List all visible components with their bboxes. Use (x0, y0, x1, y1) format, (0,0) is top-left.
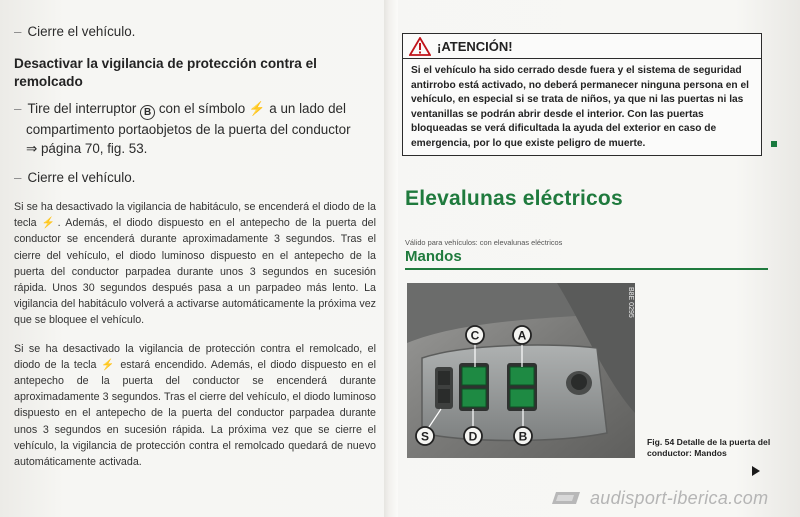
watermark: audisport-iberica.com (552, 488, 768, 509)
section-title: Elevalunas eléctricos (405, 187, 623, 210)
subsection-title: Mandos (405, 248, 462, 265)
subsection-rule (405, 268, 768, 270)
svg-text:C: C (470, 328, 480, 343)
warning-triangle-icon (409, 37, 431, 56)
step-switch-location: compartimento portaobjetos de la puerta del conductor (26, 122, 351, 137)
left-column (14, 22, 376, 470)
switch-c-bottom (462, 389, 486, 407)
callout-c (466, 326, 484, 344)
figure-code: B8E 0295 (627, 287, 634, 318)
mirror-knob (571, 374, 587, 390)
paragraph-interior-monitoring: Si se ha desactivado la vigilancia de habitáculo, se encenderá el diodo de la tecla ⚡. Además, el diodo dispuesto en el antepecho de la puerta del conductor se encenderá durante aproximadamente 3 segundos. Tras el cierre del vehículo, el diodo luminoso dispuesto en el antepecho de la puerta del conductor parpadea durante unos 3 segundos en sucesión rápida. Unos 30 segundos después pasa a un parpadeo más lento. La vigilancia del habitáculo volverá a activarse automáticamente la próxima vez que se bloquee el vehículo. (14, 201, 376, 327)
warning-text: Si el vehículo ha sido cerrado desde fuera y el sistema de seguridad antirrobo está activado, no deberá permanecer ninguna persona en el vehículo, en especial si se trata de niños, ya que ni las puertas ni las ventanillas se podrán abrir desde el interior. Con las puertas bloqueadas se verá dificultada la ayuda del exterior en caso de emergencia, por lo que existe peligro de muerte. (411, 65, 749, 149)
paragraph-tow-monitoring: Si se ha desactivado la vigilancia de protección contra el remolcado, el diodo de la tecla ⚡ estará encendido. Además, el diodo dispuesto en el antepecho de la puerta del conductor se encenderá durante aproximadamente 3 segundos. Tras el cierre del vehículo, el diodo luminoso dispuesto en el antepecho de la puerta del conductor parpadea durante unos 3 segundos en sucesión rápida. La próxima vez que se cierre el vehículo, la vigilancia de protección contra el remolcado quedará de nuevo automáticamente activada. (14, 342, 376, 469)
figure-caption: Fig. 54 Detalle de la puerta del conductor: Mandos (647, 437, 771, 458)
warning-box (402, 33, 762, 156)
svg-text:A: A (517, 328, 527, 343)
callout-s (416, 427, 434, 445)
step-close-vehicle-2: – Cierre el vehículo. (14, 170, 136, 185)
page-fold (384, 0, 398, 517)
step-press-switch: – Tire del interruptor B con el símbolo ⚡ a un lado del (14, 101, 346, 118)
callout-a (513, 326, 531, 344)
switch-a-top (510, 367, 534, 385)
validity-note: Válido para vehículos: con elevalunas eléctricos (405, 238, 563, 247)
svg-text:S: S (420, 429, 430, 444)
section-end-marker (771, 141, 777, 147)
svg-text:D: D (468, 429, 478, 444)
continue-arrow-icon (752, 466, 760, 476)
step-close-vehicle-1: – Cierre el vehículo. (14, 24, 136, 39)
warning-header (403, 34, 761, 59)
section-heading-tow-monitoring: Desactivar la vigilancia de protección contra el remolcado (14, 56, 317, 89)
door-controls-figure (407, 283, 635, 458)
step-page-ref: ⇒ página 70, fig. 53. (26, 141, 148, 156)
callout-d (464, 427, 482, 445)
switch-a-bottom (510, 389, 534, 407)
svg-text:B: B (518, 429, 528, 444)
callout-b (514, 427, 532, 445)
switch-c-top (462, 367, 486, 385)
button-b-icon: B (140, 105, 155, 120)
warning-title: ¡ATENCIÓN! (437, 38, 513, 54)
watermark-logo-icon (552, 492, 582, 506)
